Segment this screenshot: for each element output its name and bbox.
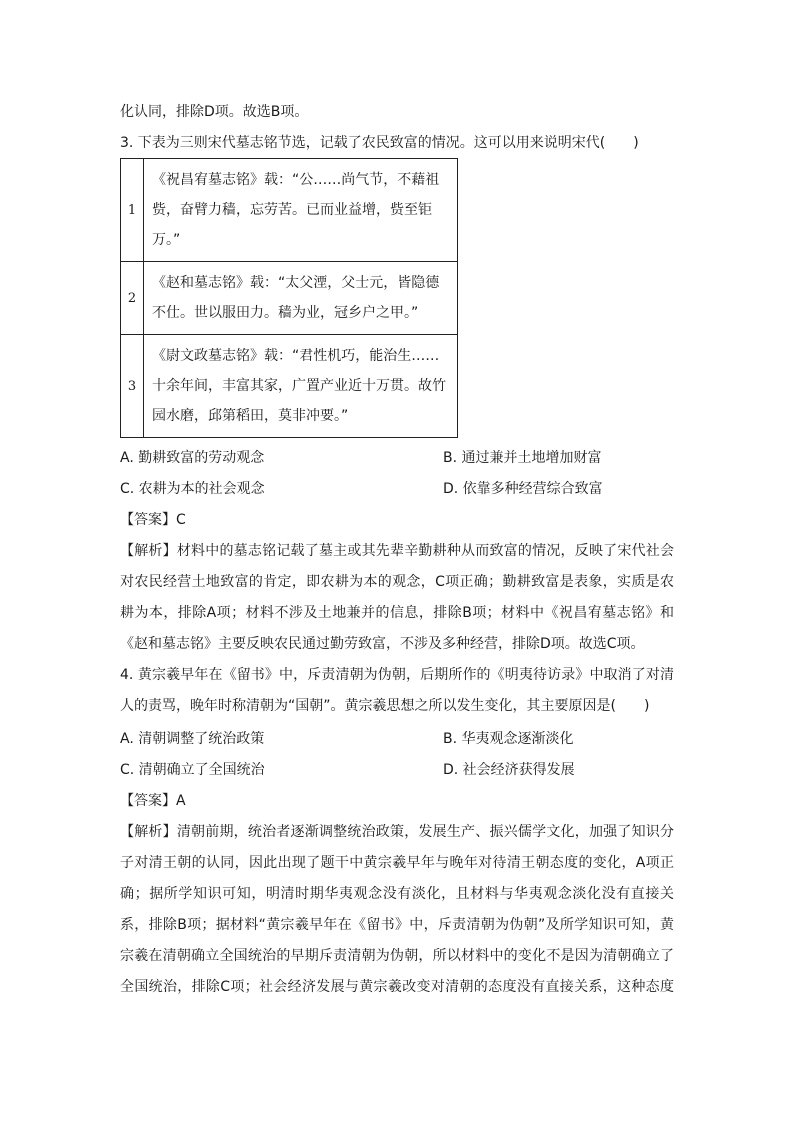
q4-analysis-line: 子对清王朝的认同，因此出现了题干中黄宗羲早年与晚年对待清王朝态度的变化，A项正 bbox=[120, 855, 674, 871]
table-row bbox=[121, 262, 458, 335]
q3-option-a: A. 勤耕致富的劳动观念 bbox=[120, 450, 265, 466]
q3-option-d: D. 依靠多种经营综合致富 bbox=[443, 481, 603, 497]
previous-analysis-tail: 化认同，排除D项。故选B项。 bbox=[120, 104, 309, 120]
q4-option-b: B. 华夷观念逐渐淡化 bbox=[443, 731, 574, 747]
q4-option-c: C. 清朝确立了全国统治 bbox=[120, 762, 265, 778]
q3-option-c: C. 农耕为本的社会观念 bbox=[120, 481, 265, 497]
q4-answer: 【答案】A bbox=[120, 793, 186, 809]
q4-analysis-line: 全国统治，排除C项；社会经济发展与黄宗羲改变对清朝的态度没有直接关系，这种态度 bbox=[120, 979, 674, 995]
q4-option-d: D. 社会经济获得发展 bbox=[443, 762, 575, 778]
question-4-stem-line: 4. 黄宗羲早年在《留书》中，斥责清朝为伪朝，后期所作的《明夷待访录》中取消了对清 bbox=[120, 667, 674, 683]
question-4-stem-line: 人的责骂，晚年时称清朝为“国朝”。黄宗羲思想之所以发生变化，其主要原因是( ) bbox=[120, 698, 650, 714]
row-text: 《尉文政墓志铭》载：“君性机巧，能治生……十余年间，丰富其家，广置产业近十万贯。故竹园水磨，邱第稻田，莫非冲要。” bbox=[144, 335, 458, 438]
row-number: 3 bbox=[121, 335, 144, 438]
row-number: 2 bbox=[121, 262, 144, 335]
row-text: 《赵和墓志铭》载：“太父湮，父士元，皆隐德不仕。世以服田力。穑为业，冠乡户之甲。” bbox=[144, 262, 458, 335]
q4-analysis-line: 宗羲在清朝确立全国统治的早期斥责清朝为伪朝，所以材料中的变化不是因为清朝确立了 bbox=[120, 948, 674, 964]
q3-analysis-line: 【解析】材料中的墓志铭记载了墓主或其先辈辛勤耕种从而致富的情况，反映了宋代社会 bbox=[120, 543, 674, 559]
q4-analysis-line: 系，排除B项；据材料“黄宗羲早年在《留书》中，斥责清朝为伪朝”及所学知识可知，黄 bbox=[120, 917, 674, 933]
q4-option-a: A. 清朝调整了统治政策 bbox=[120, 731, 265, 747]
row-text: 《祝昌宥墓志铭》载：“公……尚气节，不藉祖赀，奋臂力穑，忘劳苦。已而业益增，赀至钜万。” bbox=[144, 159, 458, 262]
q3-answer: 【答案】C bbox=[120, 512, 186, 528]
q3-analysis-line: 《赵和墓志铭》主要反映农民通过勤劳致富，不涉及多种经营，排除D项。故选C项。 bbox=[120, 636, 645, 652]
table-row bbox=[121, 159, 458, 262]
q4-analysis-line: 确；据所学知识可知，明清时期华夷观念没有淡化，且材料与华夷观念淡化没有直接关 bbox=[120, 886, 674, 902]
q3-analysis-line: 对农民经营土地致富的肯定，即农耕为本的观念，C项正确；勤耕致富是表象，实质是农 bbox=[120, 574, 674, 590]
table-row bbox=[121, 335, 458, 438]
q3-option-b: B. 通过兼并土地增加财富 bbox=[443, 450, 602, 466]
question-3-table bbox=[120, 158, 458, 438]
q3-analysis-line: 耕为本，排除A项；材料不涉及土地兼并的信息，排除B项；材料中《祝昌宥墓志铭》和 bbox=[120, 605, 674, 621]
q4-analysis-line: 【解析】清朝前期，统治者逐渐调整统治政策，发展生产、振兴儒学文化，加强了知识分 bbox=[120, 824, 674, 840]
row-number: 1 bbox=[121, 159, 144, 262]
question-3-stem: 3. 下表为三则宋代墓志铭节选，记载了农民致富的情况。这可以用来说明宋代( ) bbox=[120, 135, 639, 151]
